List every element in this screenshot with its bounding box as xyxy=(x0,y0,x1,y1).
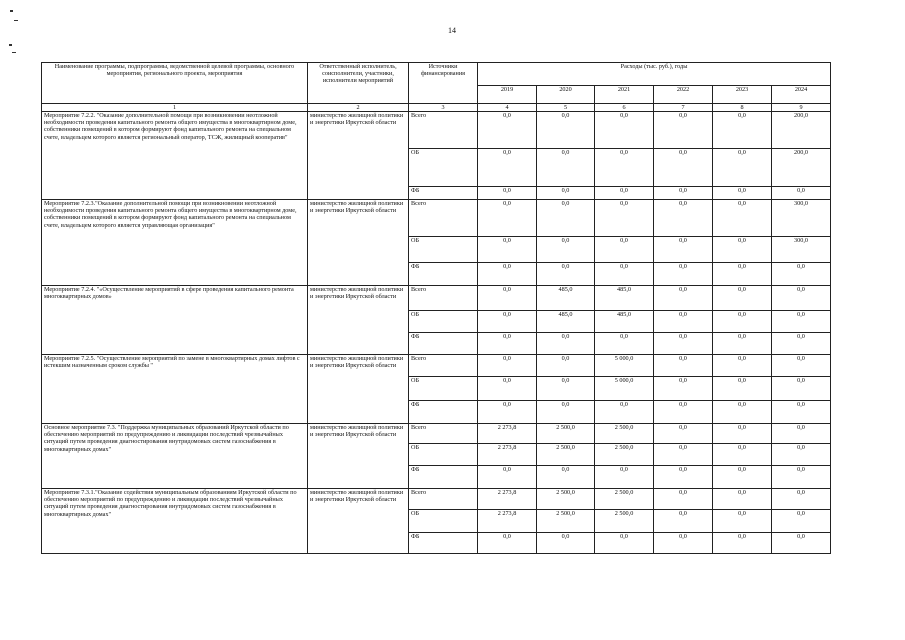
funding-source: Всего xyxy=(409,200,478,237)
amount-cell: 0,0 xyxy=(537,533,595,554)
amount-cell: 0,0 xyxy=(772,286,831,311)
scan-mark xyxy=(10,10,13,12)
amount-cell: 0,0 xyxy=(654,401,713,424)
table-row xyxy=(42,489,831,510)
amount-cell: 0,0 xyxy=(654,286,713,311)
amount-cell: 0,0 xyxy=(537,200,595,237)
amount-cell: 0,0 xyxy=(478,333,537,355)
amount-cell: 0,0 xyxy=(537,355,595,377)
amount-cell: 0,0 xyxy=(537,401,595,424)
amount-cell: 0,0 xyxy=(478,200,537,237)
amount-cell: 0,0 xyxy=(478,466,537,489)
funding-source: Всего xyxy=(409,355,478,377)
funding-source: ФБ xyxy=(409,466,478,489)
amount-cell: 0,0 xyxy=(595,112,654,149)
scan-mark xyxy=(14,20,18,21)
funding-source: ОБ xyxy=(409,311,478,333)
funding-source: ОБ xyxy=(409,510,478,533)
amount-cell: 0,0 xyxy=(654,533,713,554)
header-year: 2021 xyxy=(595,86,654,104)
table-row xyxy=(42,424,831,444)
table-row xyxy=(42,200,831,237)
amount-cell: 0,0 xyxy=(654,510,713,533)
header-year: 2022 xyxy=(654,86,713,104)
amount-cell: 0,0 xyxy=(772,333,831,355)
amount-cell: 2 500,0 xyxy=(537,444,595,466)
funding-source: ФБ xyxy=(409,263,478,286)
amount-cell: 0,0 xyxy=(713,263,772,286)
amount-cell: 200,0 xyxy=(772,149,831,187)
amount-cell: 0,0 xyxy=(713,149,772,187)
header-year: 2023 xyxy=(713,86,772,104)
column-number: 8 xyxy=(713,104,772,112)
header-year: 2024 xyxy=(772,86,831,104)
amount-cell: 0,0 xyxy=(537,112,595,149)
header-program-name: Наименование программы, подпрограммы, ведомственной целевой программы, основного мероприятия, регионального проекта, мероприятия xyxy=(42,63,308,104)
amount-cell: 0,0 xyxy=(654,333,713,355)
amount-cell: 5 000,0 xyxy=(595,377,654,401)
amount-cell: 0,0 xyxy=(478,533,537,554)
amount-cell: 0,0 xyxy=(772,510,831,533)
amount-cell: 0,0 xyxy=(595,187,654,200)
amount-cell: 0,0 xyxy=(713,200,772,237)
amount-cell: 0,0 xyxy=(654,424,713,444)
amount-cell: 0,0 xyxy=(654,237,713,263)
amount-cell: 0,0 xyxy=(478,286,537,311)
amount-cell: 2 500,0 xyxy=(595,489,654,510)
activity-executor: министерство жилищной политики и энергетики Иркутской области xyxy=(308,286,409,355)
amount-cell: 0,0 xyxy=(537,466,595,489)
amount-cell: 0,0 xyxy=(772,424,831,444)
activity-title: Мероприятие 7.2.5. "Осуществление мероприятий по замене в многоквартирных домах лифтов с истекшим назначенным сроком службы " xyxy=(42,355,308,424)
header-funding-source: Источники финансирования xyxy=(409,63,478,104)
amount-cell: 0,0 xyxy=(595,333,654,355)
activity-title: Мероприятие 7.2.3."Оказание дополнительной помощи при возникновении неотложной необходимости проведения капитального ремонта общего имущества в многоквартирном доме, собственники помещений в котором формируют фонд капитального ремонта на специальном счете, владельцем которого является управляющая организация" xyxy=(42,200,308,286)
amount-cell: 0,0 xyxy=(654,355,713,377)
amount-cell: 0,0 xyxy=(654,187,713,200)
activity-title: Мероприятие 7.3.1."Оказание содействия муниципальным образованиям Иркутской области по обеспечению мероприятий по предупреждению и ликвидации последствий чрезвычайных ситуаций путем проведения диагностирования внутридомовых систем газоснабжения в многоквартирных домах" xyxy=(42,489,308,554)
amount-cell: 0,0 xyxy=(537,333,595,355)
amount-cell: 0,0 xyxy=(595,237,654,263)
amount-cell: 0,0 xyxy=(654,377,713,401)
header-year: 2019 xyxy=(478,86,537,104)
amount-cell: 0,0 xyxy=(713,466,772,489)
amount-cell: 0,0 xyxy=(537,263,595,286)
amount-cell: 485,0 xyxy=(537,311,595,333)
amount-cell: 0,0 xyxy=(772,401,831,424)
amount-cell: 0,0 xyxy=(478,377,537,401)
header-expenses: Расходы (тыс. руб.), годы xyxy=(478,63,831,86)
amount-cell: 0,0 xyxy=(713,187,772,200)
expenses-table xyxy=(41,62,831,554)
table-row xyxy=(42,355,831,377)
activity-executor: министерство жилищной политики и энергетики Иркутской области xyxy=(308,424,409,489)
funding-source: ОБ xyxy=(409,237,478,263)
funding-source: ФБ xyxy=(409,533,478,554)
activity-executor: министерство жилищной политики и энергетики Иркутской области xyxy=(308,200,409,286)
amount-cell: 0,0 xyxy=(772,355,831,377)
amount-cell: 2 273,8 xyxy=(478,424,537,444)
column-number: 9 xyxy=(772,104,831,112)
column-number: 2 xyxy=(308,104,409,112)
column-number: 6 xyxy=(595,104,654,112)
activity-title: Мероприятие 7.2.4. "«Осуществление мероприятий в сфере проведения капитального ремонта многоквартирных домов» xyxy=(42,286,308,355)
amount-cell: 2 273,8 xyxy=(478,510,537,533)
funding-source: ОБ xyxy=(409,444,478,466)
amount-cell: 0,0 xyxy=(478,311,537,333)
amount-cell: 0,0 xyxy=(537,187,595,200)
amount-cell: 0,0 xyxy=(713,533,772,554)
scan-mark xyxy=(12,52,16,53)
amount-cell: 485,0 xyxy=(537,286,595,311)
amount-cell: 0,0 xyxy=(713,444,772,466)
amount-cell: 0,0 xyxy=(537,149,595,187)
amount-cell: 0,0 xyxy=(537,377,595,401)
funding-source: ОБ xyxy=(409,149,478,187)
activity-executor: министерство жилищной политики и энергетики Иркутской области xyxy=(308,112,409,200)
funding-source: ОБ xyxy=(409,377,478,401)
amount-cell: 0,0 xyxy=(713,112,772,149)
amount-cell: 485,0 xyxy=(595,311,654,333)
amount-cell: 0,0 xyxy=(595,466,654,489)
column-number: 7 xyxy=(654,104,713,112)
amount-cell: 0,0 xyxy=(595,200,654,237)
amount-cell: 0,0 xyxy=(713,311,772,333)
amount-cell: 0,0 xyxy=(654,112,713,149)
activity-title: Мероприятие 7.2.2. "Оказание дополнительной помощи при возникновении неотложной необходимости проведения капитального ремонта общего имущества в многоквартирном доме, собственники помещений в котором формируют фонд капитального ремонта на специальном счете, владельцем которого является региональный оператор, ТСЖ, жилищный кооператив" xyxy=(42,112,308,200)
amount-cell: 485,0 xyxy=(595,286,654,311)
amount-cell: 0,0 xyxy=(713,333,772,355)
amount-cell: 0,0 xyxy=(654,466,713,489)
amount-cell: 0,0 xyxy=(772,377,831,401)
amount-cell: 0,0 xyxy=(595,263,654,286)
amount-cell: 0,0 xyxy=(772,263,831,286)
amount-cell: 0,0 xyxy=(713,377,772,401)
amount-cell: 0,0 xyxy=(772,533,831,554)
amount-cell: 0,0 xyxy=(478,149,537,187)
amount-cell: 0,0 xyxy=(478,187,537,200)
table-row xyxy=(42,286,831,311)
amount-cell: 0,0 xyxy=(654,200,713,237)
activity-executor: министерство жилищной политики и энергетики Иркутской области xyxy=(308,489,409,554)
amount-cell: 0,0 xyxy=(713,237,772,263)
column-number: 5 xyxy=(537,104,595,112)
amount-cell: 2 273,8 xyxy=(478,489,537,510)
amount-cell: 300,0 xyxy=(772,200,831,237)
amount-cell: 2 500,0 xyxy=(537,489,595,510)
funding-source: ФБ xyxy=(409,333,478,355)
amount-cell: 5 000,0 xyxy=(595,355,654,377)
amount-cell: 0,0 xyxy=(595,401,654,424)
amount-cell: 300,0 xyxy=(772,237,831,263)
amount-cell: 0,0 xyxy=(595,533,654,554)
amount-cell: 0,0 xyxy=(772,489,831,510)
amount-cell: 0,0 xyxy=(595,149,654,187)
table-row xyxy=(42,112,831,149)
amount-cell: 0,0 xyxy=(478,401,537,424)
amount-cell: 0,0 xyxy=(713,510,772,533)
amount-cell: 0,0 xyxy=(772,444,831,466)
header-executor: Ответственный исполнитель, соисполнители, участники, исполнители мероприятий xyxy=(308,63,409,104)
amount-cell: 0,0 xyxy=(772,466,831,489)
amount-cell: 0,0 xyxy=(713,424,772,444)
amount-cell: 2 500,0 xyxy=(537,424,595,444)
funding-source: Всего xyxy=(409,489,478,510)
activity-title: Основное мероприятие 7.3. "Поддержка муниципальных образований Иркутской области по обеспечению мероприятий по предупреждению и ликвидации последствий чрезвычайных ситуаций путем проведения диагностирования внутридомовых систем газоснабжения в многоквартирных домах" xyxy=(42,424,308,489)
column-number: 3 xyxy=(409,104,478,112)
amount-cell: 0,0 xyxy=(713,286,772,311)
amount-cell: 0,0 xyxy=(654,149,713,187)
scan-mark xyxy=(9,44,12,46)
funding-source: ФБ xyxy=(409,187,478,200)
column-number: 1 xyxy=(42,104,308,112)
amount-cell: 2 500,0 xyxy=(595,424,654,444)
amount-cell: 2 500,0 xyxy=(537,510,595,533)
amount-cell: 0,0 xyxy=(713,355,772,377)
amount-cell: 0,0 xyxy=(478,355,537,377)
amount-cell: 2 273,8 xyxy=(478,444,537,466)
amount-cell: 0,0 xyxy=(654,263,713,286)
page-number: 14 xyxy=(448,26,456,35)
funding-source: Всего xyxy=(409,112,478,149)
activity-executor: министерство жилищной политики и энергетики Иркутской области xyxy=(308,355,409,424)
amount-cell: 2 500,0 xyxy=(595,510,654,533)
amount-cell: 0,0 xyxy=(654,444,713,466)
amount-cell: 0,0 xyxy=(537,237,595,263)
amount-cell: 0,0 xyxy=(772,311,831,333)
amount-cell: 0,0 xyxy=(713,401,772,424)
amount-cell: 200,0 xyxy=(772,112,831,149)
amount-cell: 0,0 xyxy=(478,112,537,149)
column-number: 4 xyxy=(478,104,537,112)
amount-cell: 0,0 xyxy=(654,489,713,510)
funding-source: Всего xyxy=(409,286,478,311)
funding-source: Всего xyxy=(409,424,478,444)
amount-cell: 2 500,0 xyxy=(595,444,654,466)
amount-cell: 0,0 xyxy=(772,187,831,200)
amount-cell: 0,0 xyxy=(654,311,713,333)
amount-cell: 0,0 xyxy=(478,263,537,286)
amount-cell: 0,0 xyxy=(713,489,772,510)
amount-cell: 0,0 xyxy=(478,237,537,263)
funding-source: ФБ xyxy=(409,401,478,424)
header-year: 2020 xyxy=(537,86,595,104)
